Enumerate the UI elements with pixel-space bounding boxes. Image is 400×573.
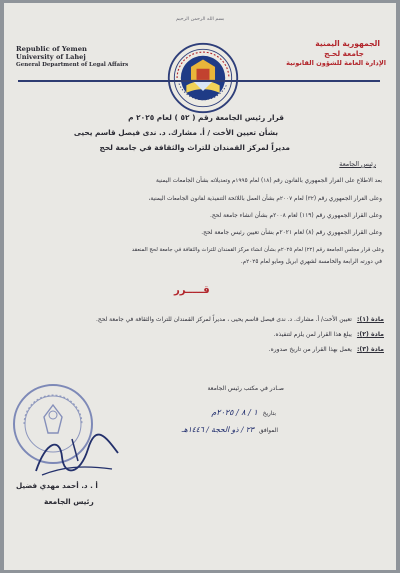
header-separator bbox=[18, 80, 380, 82]
article-1-label: مادة (١): bbox=[356, 316, 384, 323]
hijri-date-label: الموافق bbox=[259, 428, 278, 434]
issue-date-handwritten: ١ / ٨ / ٢٠٢٥م bbox=[211, 408, 258, 417]
article-2-label: مادة (٢): bbox=[356, 331, 384, 338]
hijri-date-row bbox=[182, 417, 278, 436]
basmala-text: بسم الله الرحمن الرحيم bbox=[176, 17, 225, 22]
preamble-p1: بعد الاطلاع على القرار الجمهوري بالقانون رقم (١٨) لعام ١٩٩٥م وتعديلاته بشأن الجامعات اليمنية bbox=[156, 178, 382, 184]
header-en-line1: Republic of Yemen bbox=[16, 45, 87, 53]
header-ar-line2: جامعة لحـج bbox=[324, 49, 364, 58]
decision-title-line1: قرار رئيس الجامعة رقم ( ٥٢ ) لعام ٢٠٢٥ م bbox=[128, 113, 284, 122]
decision-title-line3: مديراً لمركز القمندان للتراث والثقافة في جامعة لحج bbox=[99, 143, 290, 152]
header-en-line2: University of Lahej bbox=[16, 53, 86, 61]
issued-office-text: صـادر في مكتب رئيس الجامعة bbox=[207, 385, 284, 392]
decision-title-line2: بشأن تعيين الأخت / أ. مشارك. د. ندى فيصل قاسم يحيى bbox=[73, 128, 278, 137]
article-3-label: مادة (٣): bbox=[356, 346, 384, 353]
header-ar-line1: الجمهورية اليمنية bbox=[315, 39, 380, 48]
hijri-date-handwritten: ٢٣ / ذو الحجة / ١٤٤٦هـ bbox=[181, 425, 254, 434]
preamble-p5b: في دورته الرابعة والخامسة لشهري ابريل ومايو لعام ٢٠٢٥م. bbox=[240, 259, 382, 265]
preamble-p2: وعلى القرار الجمهوري رقم (٣٢) لعام ٢٠٠٧م بشأن العمل باللائحة التنفيذية لقانون الجامعات اليمنية، bbox=[148, 196, 382, 202]
article-3 bbox=[269, 336, 384, 355]
header-ar-line3: الإدارة العامة للشؤون القانونية bbox=[286, 59, 386, 67]
article-1-text: تعيين الأخت/ أ. مشارك. د. ندى فيصل قاسم يحيى ، مديراً لمركز القمندان للتراث والثقافة في جامعة لحج. bbox=[96, 317, 352, 323]
signature-scribble-icon bbox=[32, 431, 122, 483]
preamble-p4: وعلى القرار الجمهوري رقم (٨) لعام ٢٠٢١م بشأن تعيين رئيس جامعة لحج. bbox=[201, 230, 382, 236]
signatory-name: أ . د. أحمد مهدي فضيل bbox=[16, 481, 98, 490]
issue-date-label: بتاريخ bbox=[262, 411, 276, 417]
article-3-text: يعمل بهذا القرار من تاريخ صدوره. bbox=[268, 347, 352, 353]
document-sheet bbox=[4, 3, 396, 570]
preamble-p5a: وعلى قرار مجلس الجامعة رقم (٢٢) لعام ٢٠٢٥م بشأن انشاء مركز القمندان للتراث والثقافة في جامعة لحج المنعقد bbox=[131, 247, 384, 253]
article-2-text: يبلغ هذا القرار لمن يلزم لتنفيذه. bbox=[273, 332, 352, 338]
header-en-line3: General Department of Legal Affairs bbox=[16, 62, 129, 68]
university-seal-icon bbox=[166, 41, 240, 115]
preamble-p3: وعلى القرار الجمهوري رقم (١١٩) لعام ٢٠٠٨م بشأن انشاء جامعة لحج. bbox=[210, 213, 382, 219]
signatory-title: رئيس الجامعة bbox=[44, 497, 94, 506]
addressee-text: رئيس الجامعة bbox=[339, 160, 376, 168]
decree-heading: قـــــرر bbox=[174, 285, 210, 296]
